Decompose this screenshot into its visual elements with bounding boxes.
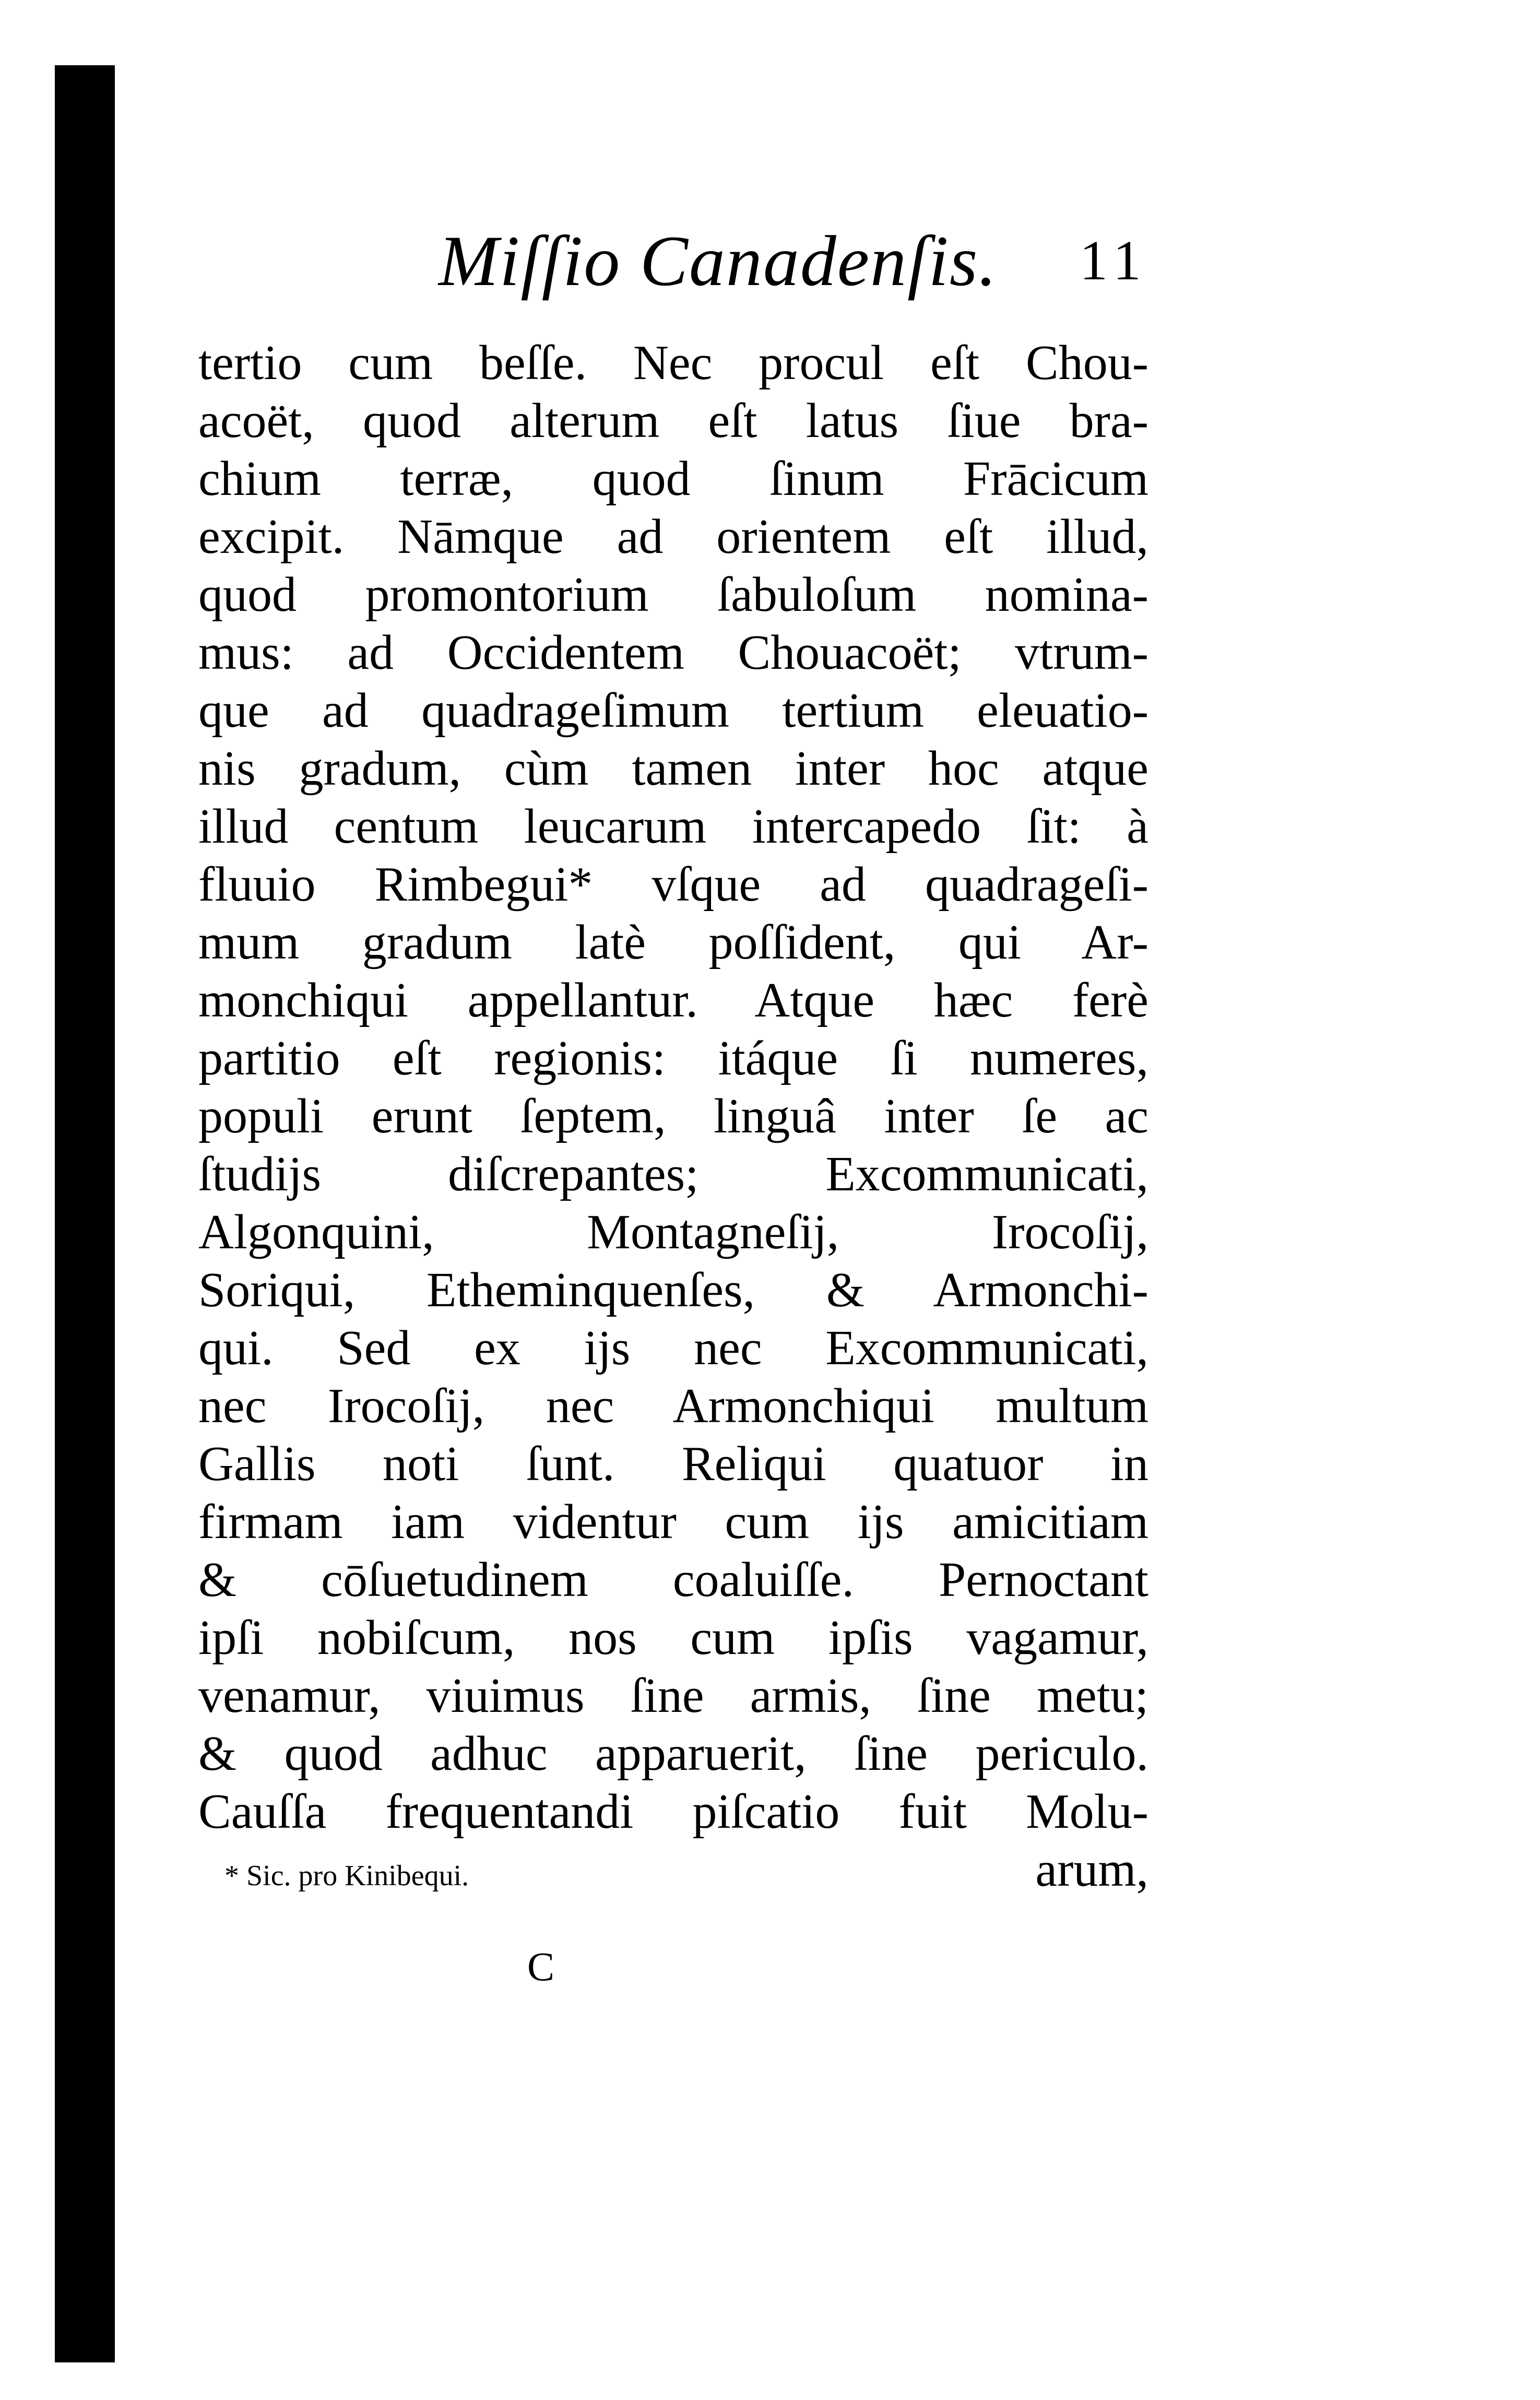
text-line: excipit. Nāmque ad orientem eſt illud, [198, 510, 1148, 564]
text-line: & cōſuetudinem coaluiſſe. Pernoctant [198, 1553, 1148, 1607]
text-line: illud centum leucarum intercapedo ſit: à [198, 799, 1148, 854]
text-line: nis gradum, cùm tamen inter hoc atque [198, 741, 1148, 796]
signature-mark: C [527, 1944, 555, 1989]
text-line: partitio eſt regionis: itáque ſi numeres, [198, 1031, 1148, 1085]
text-line: nec Irocoſij, nec Armonchiqui multum [198, 1379, 1148, 1433]
text-line: acoët, quod alterum eſt latus ſiue bra- [198, 394, 1148, 448]
body-text [198, 334, 1148, 1841]
text-line: tertio cum beſſe. Nec procul eſt Chou- [198, 336, 1148, 390]
text-line: fluuio Rimbegui* vſque ad quadrageſi- [198, 857, 1148, 912]
binding-shadow [55, 65, 115, 2362]
text-line: Soriqui, Etheminquenſes, & Armonchi- [198, 1263, 1148, 1317]
signature-row [198, 1899, 1148, 2003]
text-line: que ad quadrageſimum tertium eleuatio- [198, 683, 1148, 738]
text-line: quod promontorium ſabuloſum nomina- [198, 568, 1148, 622]
text-line: ſtudijs diſcrepantes; Excommunicati, [198, 1147, 1148, 1201]
text-line: monchiqui appellantur. Atque hæc ferè [198, 973, 1148, 1027]
text-line: mus: ad Occidentem Chouacoët; vtrum- [198, 625, 1148, 680]
text-line: ipſi nobiſcum, nos cum ipſis vagamur, [198, 1611, 1148, 1665]
catchword: arum, [1035, 1842, 1148, 1897]
footnote: * Sic. pro Kinibequi. [224, 1860, 469, 1892]
text-line: Algonquini, Montagneſij, Irocoſij, [198, 1205, 1148, 1259]
text-line: firmam iam videntur cum ijs amicitiam [198, 1495, 1148, 1549]
page-text-block [198, 209, 1148, 2003]
text-line: Gallis noti ſunt. Reliqui quatuor in [198, 1437, 1148, 1491]
text-line: & quod adhuc apparuerit, ſine periculo. [198, 1727, 1148, 1781]
running-header [198, 209, 1148, 313]
text-line: Cauſſa frequentandi piſcatio fuit Molu- [198, 1784, 1148, 1839]
text-line: qui. Sed ex ijs nec Excommunicati, [198, 1321, 1148, 1375]
running-title: Miſſio Canadenſis. [439, 221, 998, 301]
text-line: venamur, viuimus ſine armis, ſine metu; [198, 1669, 1148, 1723]
page-footer [198, 1841, 1148, 1899]
text-line: populi erunt ſeptem, linguâ inter ſe ac [198, 1089, 1148, 1143]
text-line: chium terræ, quod ſinum Frācicum [198, 452, 1148, 506]
page-number: 11 [1080, 230, 1148, 292]
text-line: mum gradum latè poſſident, qui Ar- [198, 915, 1148, 970]
